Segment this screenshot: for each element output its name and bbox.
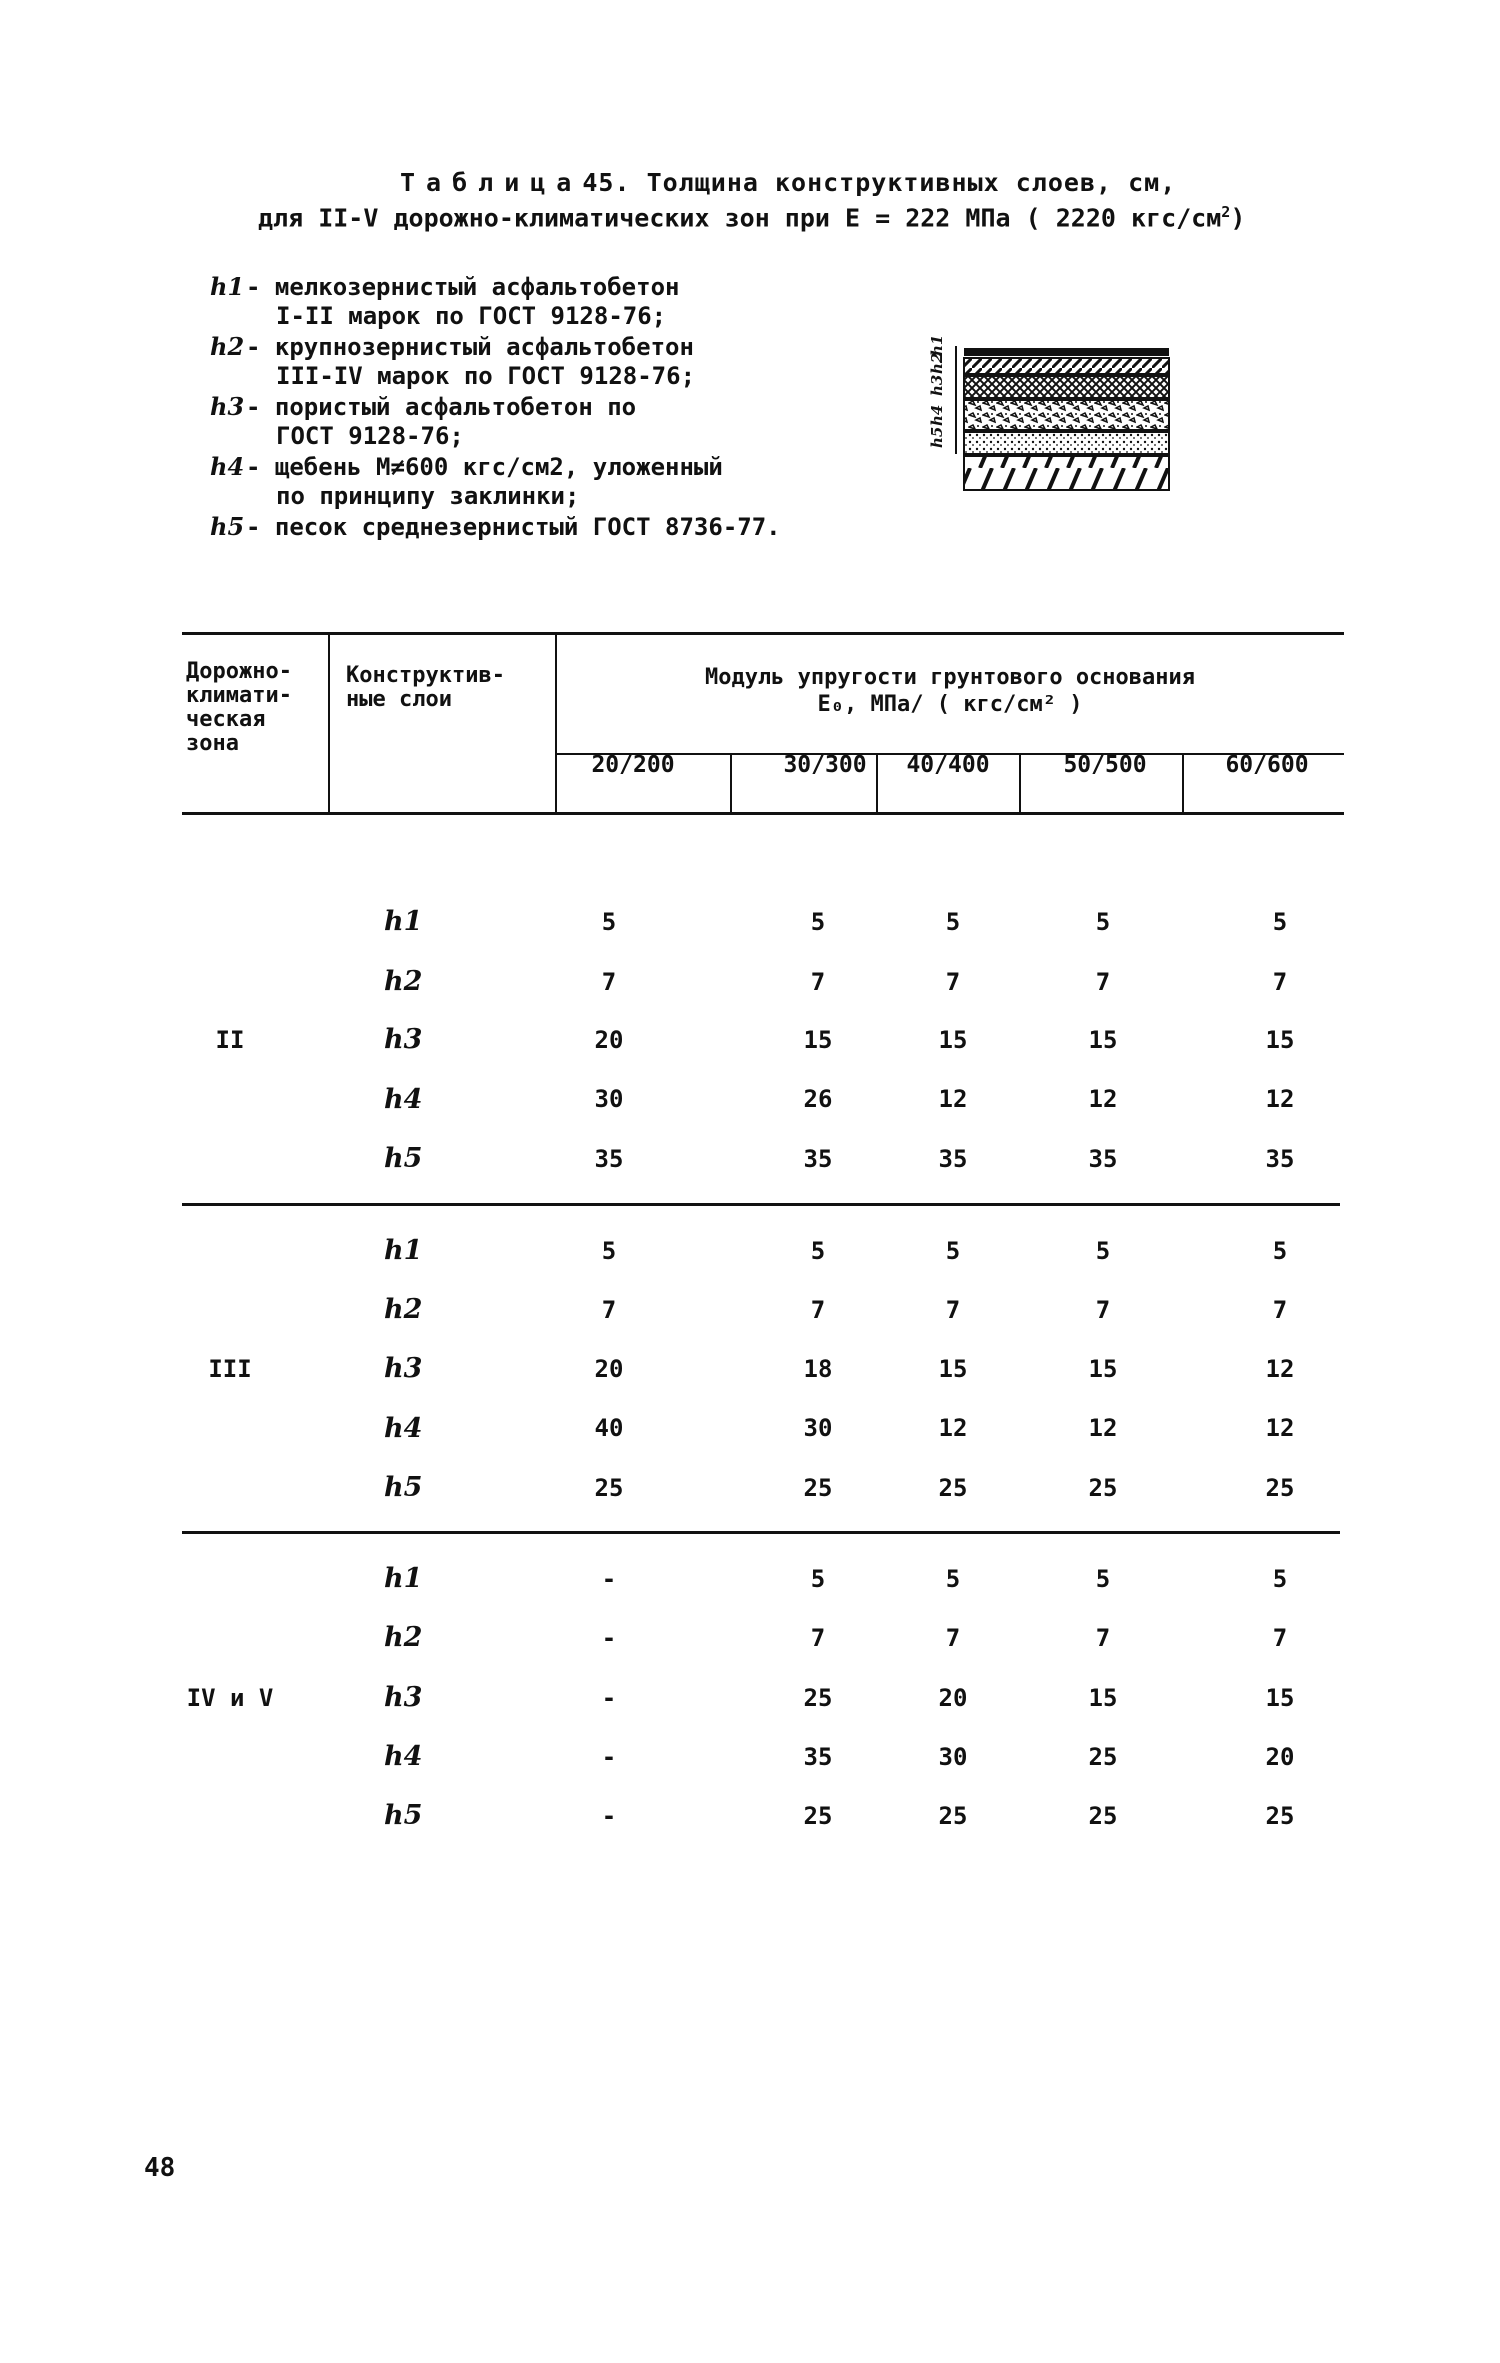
table-subtitle <box>258 203 1245 232</box>
table-cell: 40 <box>594 1414 624 1442</box>
table-cell: 7 <box>945 968 961 996</box>
diagram-label-h4: h4 <box>928 404 946 426</box>
header-divider <box>1182 755 1184 814</box>
layer-label-h2: h2 <box>384 1622 423 1653</box>
table-cell: 5 <box>601 1237 617 1265</box>
table-cell: 5 <box>945 908 961 936</box>
table-cell: 5 <box>945 1565 961 1593</box>
table-cell: 30 <box>594 1085 624 1113</box>
table-cell: 7 <box>810 1624 826 1652</box>
col-zone-header: Дорожно- климати- ческая зона <box>186 659 292 756</box>
table-cell: 25 <box>1088 1474 1118 1502</box>
table-cell: 12 <box>1088 1414 1118 1442</box>
table-cell: 7 <box>945 1624 961 1652</box>
table-cell: 7 <box>1095 968 1111 996</box>
table-cell: 20 <box>594 1355 624 1383</box>
table-cell: 35 <box>938 1145 968 1173</box>
table-cell: 5 <box>945 1237 961 1265</box>
table-cell: 15 <box>1088 1026 1118 1054</box>
legend-item-h3 <box>210 392 636 421</box>
table-cell: 35 <box>1265 1145 1295 1173</box>
layer-label-h2: h2 <box>384 966 423 997</box>
layer-label-h1: h1 <box>384 1235 423 1266</box>
diagram-labels <box>928 335 946 448</box>
table-cell: - <box>601 1624 617 1652</box>
legend-item-h2 <box>210 332 694 361</box>
legend-item-h2-cont: III-IV марок по ГОСТ 9128-76; <box>276 362 696 390</box>
table-cell: 15 <box>803 1026 833 1054</box>
table-cell: 25 <box>938 1474 968 1502</box>
legend-item-h3-cont: ГОСТ 9128-76; <box>276 422 464 450</box>
table-cell: 15 <box>1088 1684 1118 1712</box>
zone-separator <box>182 1531 1340 1534</box>
table-cell: 25 <box>803 1474 833 1502</box>
table-cell: 12 <box>1265 1414 1295 1442</box>
legend-item-h4-cont: по принципу заклинки; <box>276 482 580 510</box>
title-lead: Таблица <box>400 168 583 197</box>
diagram-label-h3: h3 <box>928 374 946 396</box>
table-cell: 20 <box>938 1684 968 1712</box>
table-cell: 5 <box>1272 1565 1288 1593</box>
zone-label: II <box>215 1026 245 1054</box>
e-header-40-400: 40/400 <box>906 752 990 778</box>
table-cell: 7 <box>810 1296 826 1324</box>
table-cell: 15 <box>1265 1026 1295 1054</box>
layer-label-h1: h1 <box>384 1563 423 1594</box>
table-title <box>400 168 1176 197</box>
table-cell: 7 <box>1095 1296 1111 1324</box>
header-divider <box>328 634 330 814</box>
layer-h1-band <box>964 348 1169 356</box>
zone-label: IV и V <box>186 1684 274 1712</box>
table-cell: 25 <box>803 1802 833 1830</box>
table-cell: 15 <box>938 1026 968 1054</box>
legend-symbol: h3 <box>210 392 245 421</box>
table-cell: 15 <box>1088 1355 1118 1383</box>
table-cell: 5 <box>1095 1565 1111 1593</box>
table-cell: 35 <box>1088 1145 1118 1173</box>
layer-label-h5: h5 <box>384 1472 423 1503</box>
table-cell: 18 <box>803 1355 833 1383</box>
table-cell: 35 <box>803 1743 833 1771</box>
legend-text: - песок среднезернистый ГОСТ 8736-77. <box>246 513 781 541</box>
table-cell: 5 <box>1095 908 1111 936</box>
layer-h3-band <box>964 376 1169 398</box>
col-modulus-units: E₀, МПа/ ( кгс/см² ) <box>817 692 1083 717</box>
legend-symbol: h5 <box>210 512 245 541</box>
table-cell: 25 <box>1088 1802 1118 1830</box>
table-cell: 7 <box>1272 1624 1288 1652</box>
layer-h2-band <box>964 358 1169 374</box>
table-cell: 5 <box>1272 1237 1288 1265</box>
diagram-label-h1: h1 <box>928 334 946 356</box>
table-cell: - <box>601 1684 617 1712</box>
legend-symbol: h4 <box>210 452 245 481</box>
legend-symbol: h2 <box>210 332 245 361</box>
table-cell: 30 <box>938 1743 968 1771</box>
e-header-30-300: 30/300 <box>783 752 867 778</box>
table-cell: 7 <box>601 1296 617 1324</box>
zone-separator <box>182 1203 1340 1206</box>
title-sup: 2 <box>1221 203 1231 221</box>
layer-label-h2: h2 <box>384 1294 423 1325</box>
table-cell: 7 <box>601 968 617 996</box>
legend-symbol: h1 <box>210 272 245 301</box>
table-cell: 25 <box>1265 1802 1295 1830</box>
title-line1: 45. Толщина конструктивных слоев, см, <box>582 168 1177 197</box>
diagram-label-h5: h5 <box>928 426 946 448</box>
table-cell: 25 <box>803 1684 833 1712</box>
table-cell: 25 <box>1265 1474 1295 1502</box>
legend-text: - щебень М≠600 кгс/см2, уложенный <box>246 453 723 481</box>
table-cell: - <box>601 1565 617 1593</box>
layer-label-h4: h4 <box>384 1084 423 1115</box>
table-cell: - <box>601 1802 617 1830</box>
table-cell: 25 <box>594 1474 624 1502</box>
table-cell: 12 <box>938 1085 968 1113</box>
table-cell: 25 <box>938 1802 968 1830</box>
subgrade-band <box>964 456 1169 490</box>
layer-label-h5: h5 <box>384 1143 423 1174</box>
legend-text: - мелкозернистый асфальтобетон <box>246 273 680 301</box>
legend-text: - крупнозернистый асфальтобетон <box>246 333 694 361</box>
layer-label-h3: h3 <box>384 1024 423 1055</box>
title-line2: для II-V дорожно-климатических зон при E = 222 МПа ( 2220 кгс/см <box>258 203 1222 233</box>
table-cell: 7 <box>1095 1624 1111 1652</box>
legend-item-h4 <box>210 452 723 481</box>
header-bottom-rule <box>182 812 1344 815</box>
table-cell: 12 <box>938 1414 968 1442</box>
legend-item-h1-cont: I-II марок по ГОСТ 9128-76; <box>276 302 667 330</box>
layer-label-h5: h5 <box>384 1800 423 1831</box>
layer-h4-band <box>964 400 1169 430</box>
layer-h5-band <box>964 432 1169 454</box>
table-cell: 12 <box>1088 1085 1118 1113</box>
table-cell: 7 <box>810 968 826 996</box>
table-cell: 5 <box>601 908 617 936</box>
table-cell: 5 <box>810 908 826 936</box>
table-cell: 20 <box>594 1026 624 1054</box>
table-cell: 20 <box>1265 1743 1295 1771</box>
table-cell: 25 <box>1088 1743 1118 1771</box>
layer-label-h3: h3 <box>384 1682 423 1713</box>
col-layers-header: Конструктив- ные слои <box>346 663 505 712</box>
page-number: 48 <box>144 2153 176 2183</box>
table-cell: 12 <box>1265 1085 1295 1113</box>
legend-item-h1 <box>210 272 679 301</box>
zone-label: III <box>208 1355 252 1383</box>
header-divider <box>730 755 732 814</box>
table-cell: 12 <box>1265 1355 1295 1383</box>
col-modulus-header: Модуль упругости грунтового основания <box>704 665 1196 690</box>
e-header-60-600: 60/600 <box>1225 752 1309 778</box>
e-header-50-500: 50/500 <box>1063 752 1147 778</box>
table-cell: 35 <box>803 1145 833 1173</box>
table-cell: 5 <box>810 1237 826 1265</box>
table-cell: 5 <box>1095 1237 1111 1265</box>
diagram-label-h2: h2 <box>928 352 946 374</box>
table-top-rule <box>182 632 1344 635</box>
layer-label-h4: h4 <box>384 1741 423 1772</box>
layer-label-h1: h1 <box>384 906 423 937</box>
layer-label-h4: h4 <box>384 1413 423 1444</box>
table-cell: 15 <box>1265 1684 1295 1712</box>
table-cell: 15 <box>938 1355 968 1383</box>
table-cell: 5 <box>810 1565 826 1593</box>
table-cell: 5 <box>1272 908 1288 936</box>
table-cell: 26 <box>803 1085 833 1113</box>
table-cell: 7 <box>945 1296 961 1324</box>
legend-item-h5 <box>210 512 781 541</box>
header-divider <box>555 634 557 814</box>
table-cell: 7 <box>1272 968 1288 996</box>
table-cell: - <box>601 1743 617 1771</box>
e-header-20-200: 20/200 <box>591 752 675 778</box>
title-end: ) <box>1230 203 1246 233</box>
table-cell: 7 <box>1272 1296 1288 1324</box>
table-cell: 35 <box>594 1145 624 1173</box>
table-cell: 30 <box>803 1414 833 1442</box>
layer-label-h3: h3 <box>384 1353 423 1384</box>
layer-diagram <box>912 328 1182 503</box>
legend-text: - пористый асфальтобетон по <box>246 393 637 421</box>
